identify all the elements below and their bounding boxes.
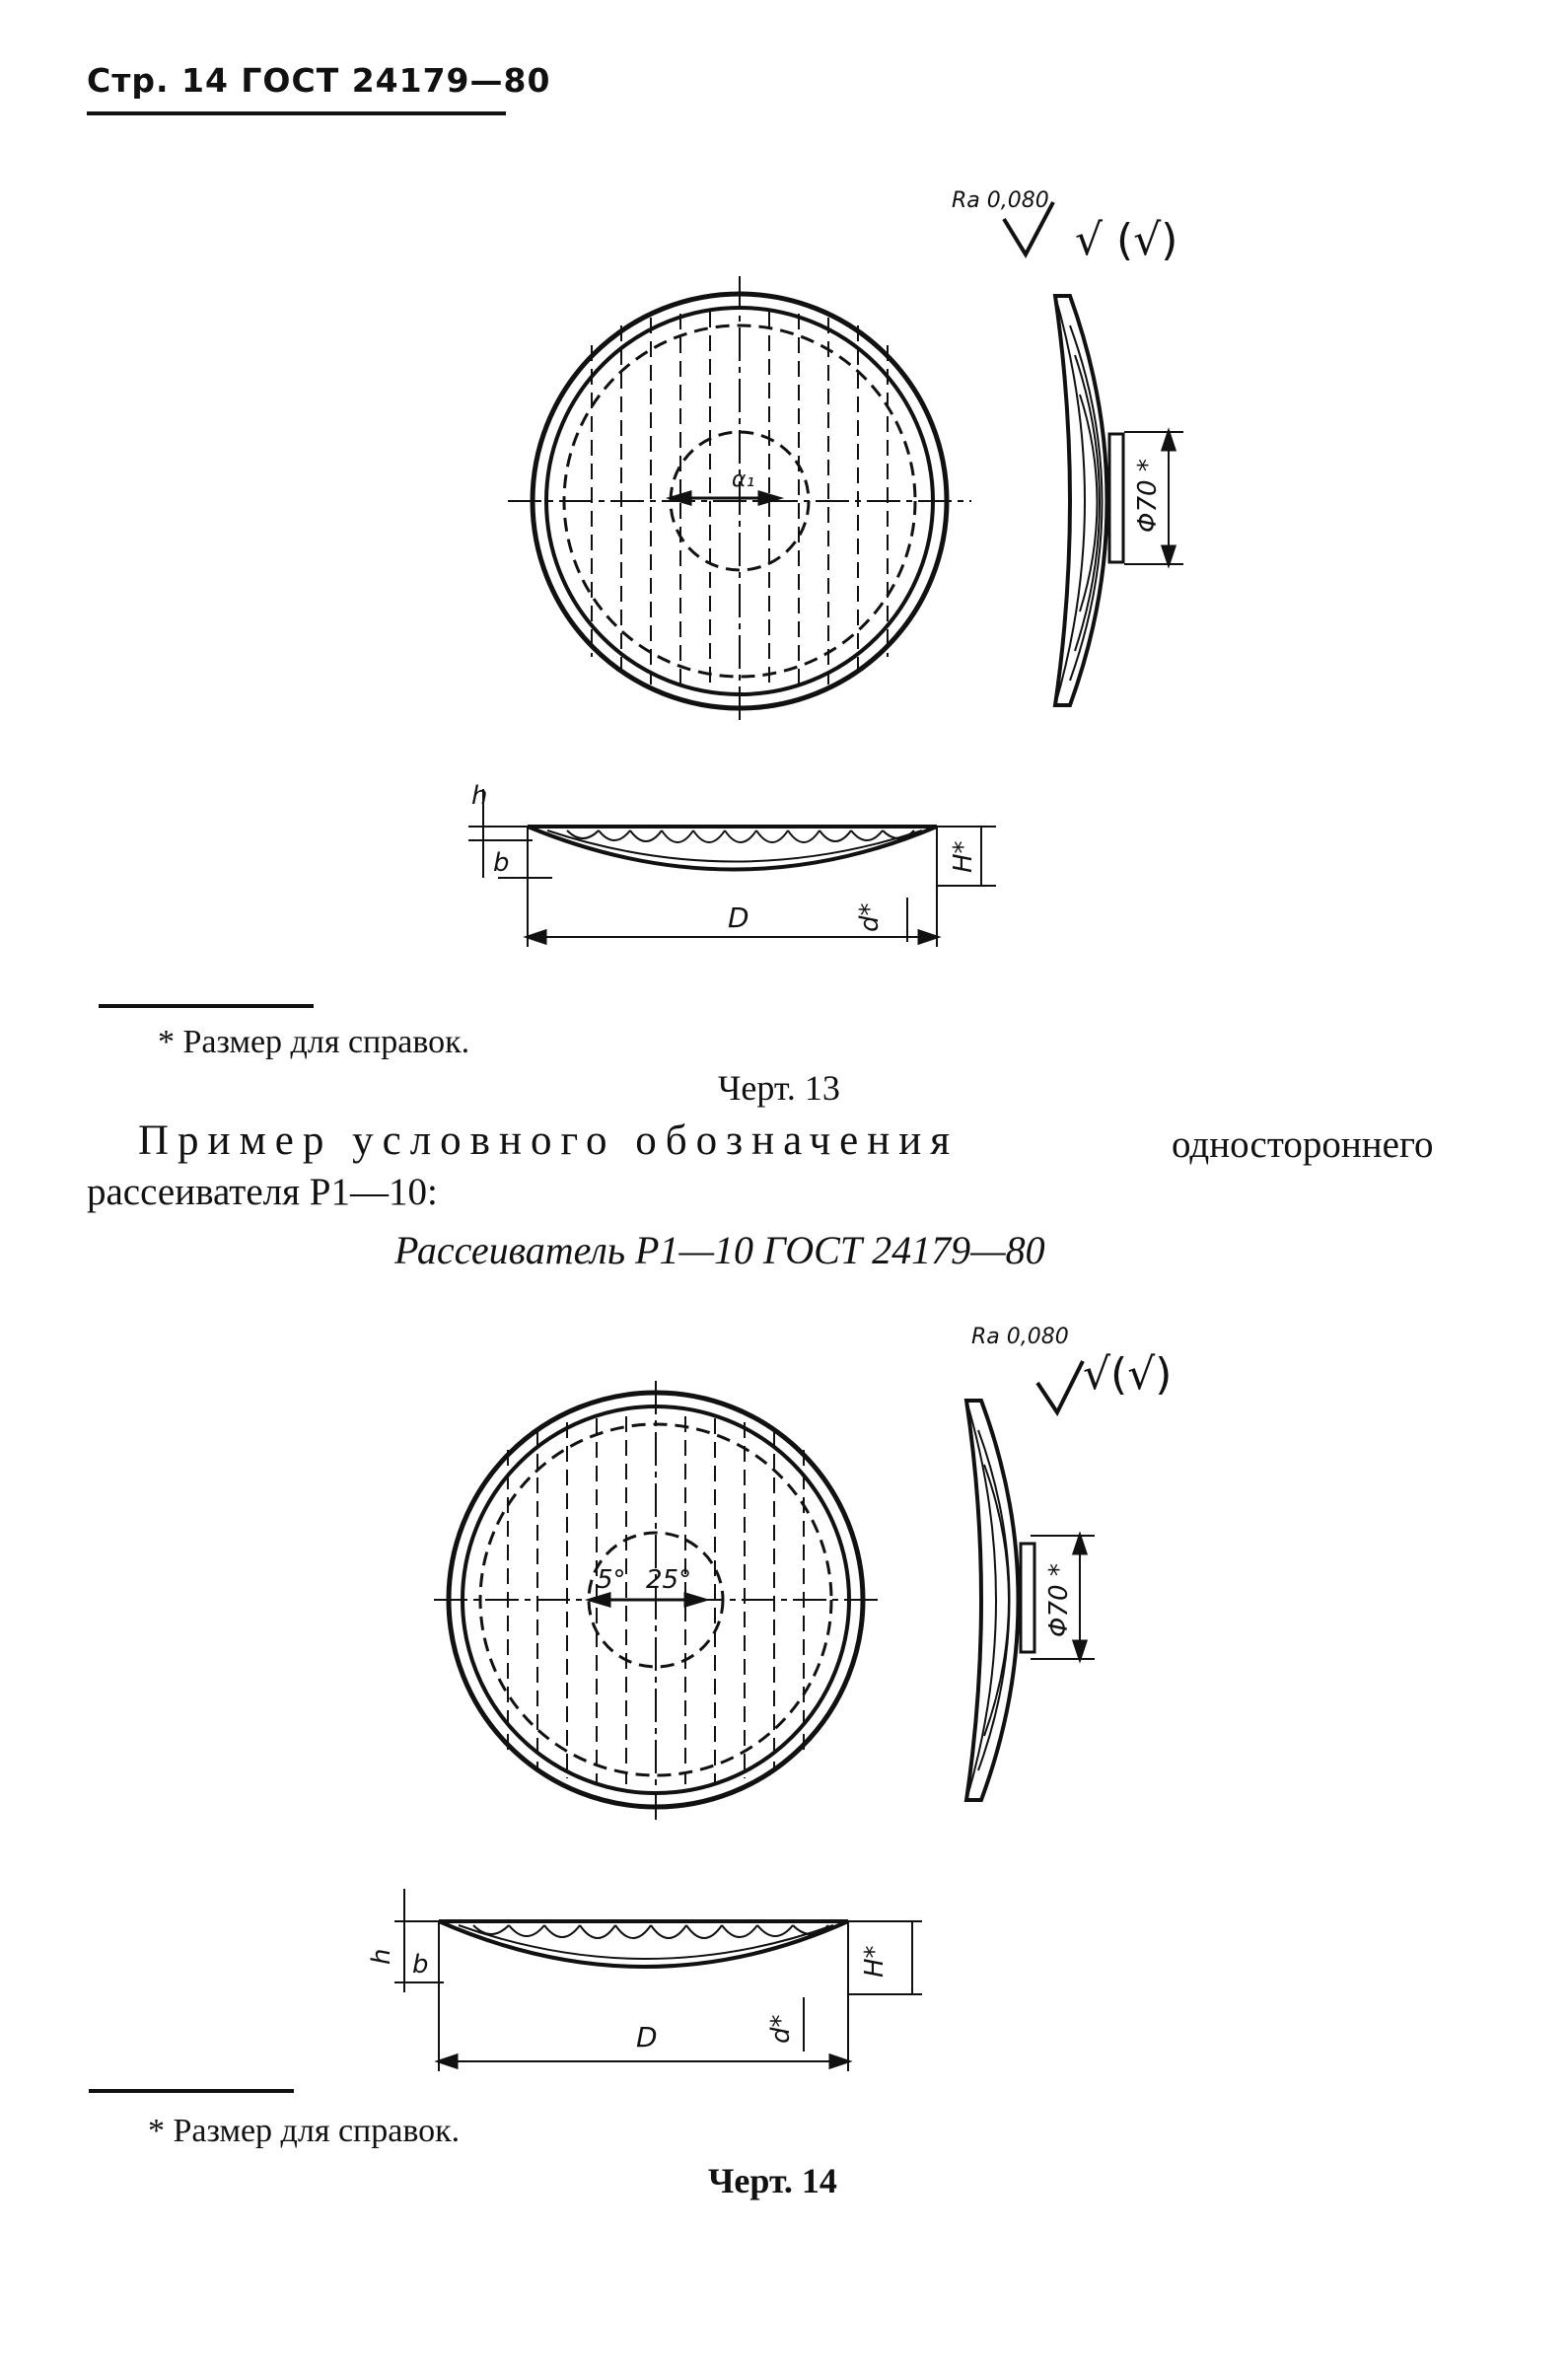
fig13-d-label: d* (855, 902, 885, 932)
designation-paragraph-line2: рассеивателя Р1—10: (87, 1171, 438, 1213)
fig14-angle-left: 5° (597, 1565, 626, 1595)
figure-14-drawing (0, 1302, 1568, 2150)
fig13-b-label: b (493, 848, 510, 878)
fig14-H-label: H* (860, 1945, 890, 1978)
fig13-diameter-label: Φ70 * (1133, 459, 1163, 533)
fig14-b-label: b (412, 1950, 429, 1980)
fig13-h-label: h (471, 781, 488, 811)
fig14-D-label: D (636, 2021, 658, 2053)
footnote-rule-1 (99, 1004, 314, 1008)
fig14-angle-right: 25° (646, 1565, 692, 1595)
fig14-d-label: d* (766, 2014, 796, 2044)
fig14-footnote: * Размер для справок. (148, 2113, 461, 2149)
fig14-h-label: h (367, 1948, 396, 1965)
front-view-circle (508, 276, 971, 725)
fig13-roughness-label: Ra 0,080 (952, 188, 1049, 213)
footnote-rule-2 (89, 2089, 294, 2093)
fig13-roughness-symbol: √ (√) (1075, 215, 1178, 265)
designation-paragraph-line1: Пример условного обозначения (138, 1117, 960, 1164)
figure-13-drawing (0, 0, 1568, 986)
fig13-H-label: H* (949, 840, 978, 873)
front-view-circle (434, 1381, 878, 1820)
fig13-D-label: D (728, 901, 749, 934)
page-header: Стр. 14 ГОСТ 24179—80 (87, 61, 551, 100)
section-view (394, 1889, 922, 2071)
fig13-caption: Черт. 13 (718, 1068, 840, 1108)
fig14-roughness-label: Ra 0,080 (971, 1325, 1069, 1349)
side-view-profile (1055, 296, 1183, 705)
side-view-profile (966, 1401, 1095, 1800)
fig14-diameter-label: Φ70 * (1044, 1563, 1074, 1637)
fig14-roughness-symbol: √(√) (1083, 1349, 1173, 1400)
fig14-caption: Черт. 14 (708, 2161, 837, 2200)
fig13-footnote: * Размер для справок. (158, 1024, 470, 1060)
fig13-angle-label: α₁ (732, 468, 755, 492)
designation-example: Рассеиватель Р1—10 ГОСТ 24179—80 (394, 1228, 1045, 1272)
designation-paragraph-line1-end: одностороннего (1172, 1123, 1434, 1166)
roughness-check-mark-2 (1037, 1361, 1083, 1412)
